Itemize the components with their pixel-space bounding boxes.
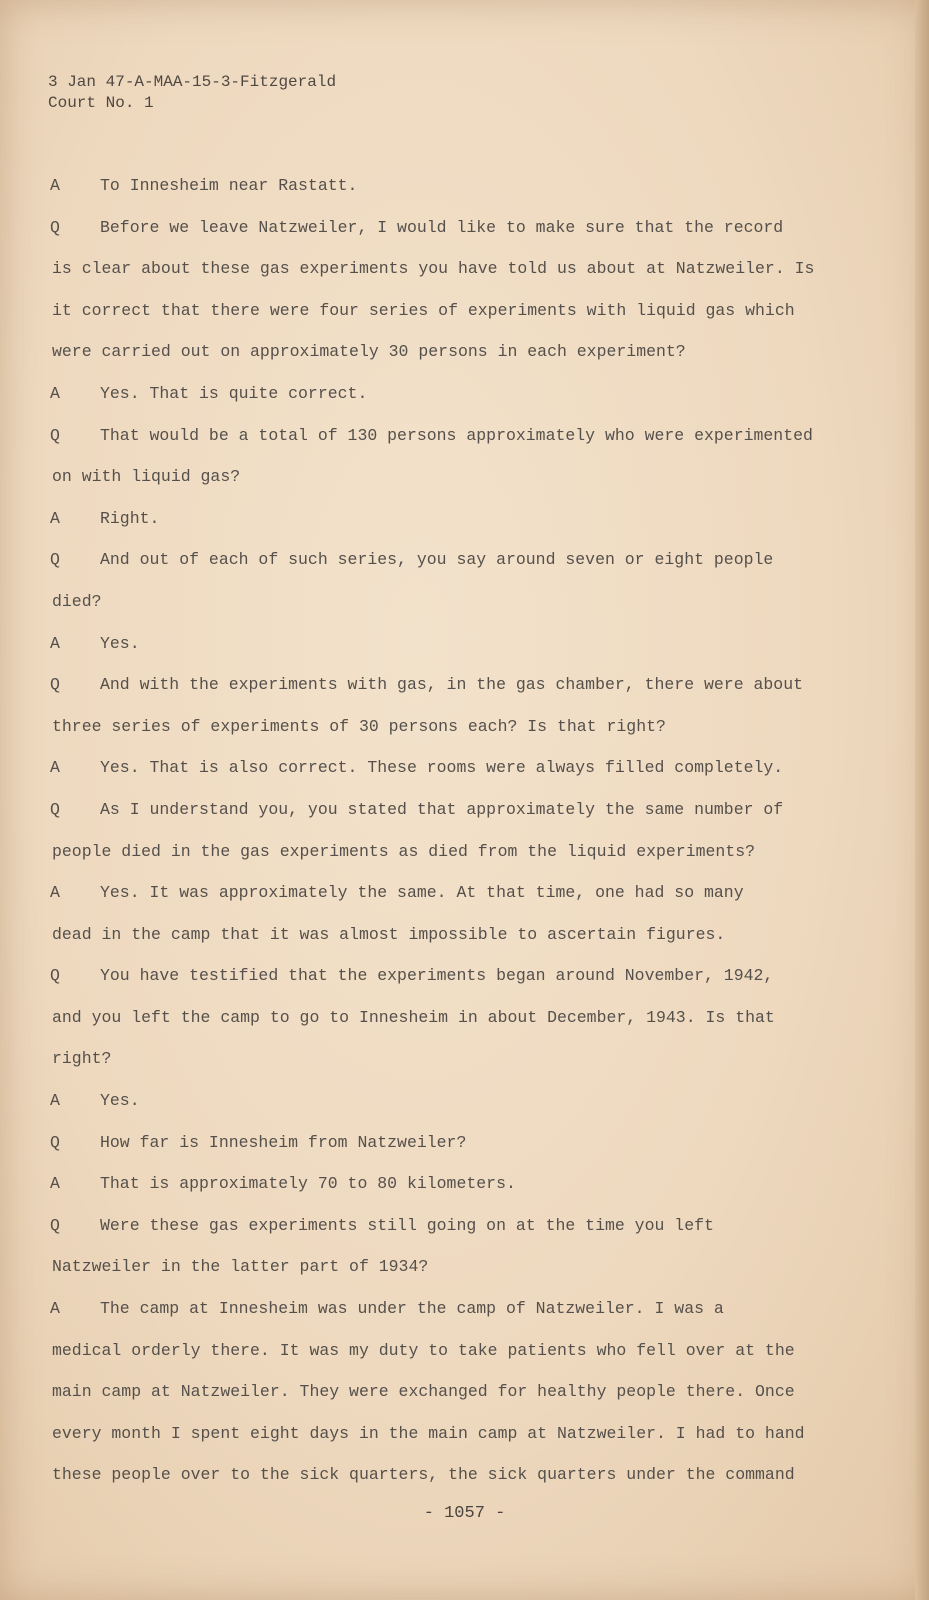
transcript-line-continued <box>50 1257 850 1299</box>
transcript-line-continued <box>50 1382 850 1424</box>
court-number: Court No. 1 <box>48 94 154 112</box>
transcript-line-continued <box>50 592 850 634</box>
transcript-text: Yes. That is quite correct. <box>100 383 368 403</box>
transcript-text: dead in the camp that it was almost impossible to ascertain figures. <box>52 924 726 944</box>
transcript-line-continued <box>50 1465 850 1507</box>
speaker-label: A <box>50 176 60 195</box>
transcript-line-question <box>50 966 850 1008</box>
speaker-label: A <box>50 383 60 403</box>
transcript-line-continued <box>50 1341 850 1383</box>
transcript-text: Were these gas experiments still going on at the time you left <box>100 1215 714 1235</box>
transcript-line-continued <box>50 925 850 967</box>
speaker-label: A <box>50 508 60 528</box>
transcript-line-continued <box>50 342 850 384</box>
transcript-line-answer <box>50 509 850 551</box>
transcript-line-answer <box>50 1091 850 1133</box>
transcript-line-continued <box>50 259 850 301</box>
transcript-text: Yes. It was approximately the same. At that time, one had so many <box>100 883 744 903</box>
transcript-text: Yes. <box>100 1091 140 1111</box>
transcript-line-continued <box>50 717 850 759</box>
transcript-line-question <box>50 1133 850 1175</box>
transcript-text: And with the experiments with gas, in the gas chamber, there were about <box>100 675 804 695</box>
transcript-text: medical orderly there. It was my duty to take patients who fell over at the <box>52 1340 795 1360</box>
transcript-line-answer <box>50 176 850 218</box>
transcript-line-answer <box>50 883 850 925</box>
document-header <box>48 72 336 114</box>
transcript-line-question <box>50 800 850 842</box>
transcript-text: To Innesheim near Rastatt. <box>100 176 358 195</box>
speaker-label: Q <box>50 1215 60 1235</box>
page-number: - 1057 - <box>423 1504 506 1523</box>
transcript-line-continued <box>50 1424 850 1466</box>
transcript-line-continued <box>50 842 850 884</box>
transcript-text: That is approximately 70 to 80 kilometers. <box>100 1174 516 1194</box>
page-edge <box>915 0 929 1600</box>
transcript-text: As I understand you, you stated that approximately the same number of <box>100 799 784 819</box>
transcript-text: Yes. <box>100 633 140 653</box>
transcript-text: The camp at Innesheim was under the camp of Natzweiler. I was a <box>100 1299 724 1319</box>
transcript-text: How far is Innesheim from Natzweiler? <box>100 1132 467 1152</box>
transcript-text: three series of experiments of 30 persons each? Is that right? <box>52 716 666 736</box>
transcript-line-continued <box>50 301 850 343</box>
speaker-label: A <box>50 633 60 653</box>
transcript-text: Natzweiler in the latter part of 1934? <box>52 1257 429 1277</box>
document-reference: 3 Jan 47-A-MAA-15-3-Fitzgerald <box>48 73 337 91</box>
transcript-text: on with liquid gas? <box>52 467 241 487</box>
transcript-text: Before we leave Natzweiler, I would like to make sure that the record <box>100 217 784 237</box>
speaker-label: Q <box>50 675 60 695</box>
transcript-text: it correct that there were four series of experiments with liquid gas which <box>52 300 795 320</box>
transcript-text: were carried out on approximately 30 persons in each experiment? <box>52 342 686 362</box>
transcript-line-answer <box>50 634 850 676</box>
transcript-line-continued <box>50 1049 850 1091</box>
transcript-text: these people over to the sick quarters, the sick quarters under the command <box>52 1465 795 1485</box>
transcript-text: every month I spent eight days in the main camp at Natzweiler. I had to hand <box>52 1423 805 1443</box>
transcript-line-answer <box>50 1299 850 1341</box>
transcript-text: and you left the camp to go to Innesheim in about December, 1943. Is that <box>52 1007 775 1027</box>
speaker-label: Q <box>50 966 60 986</box>
speaker-label: Q <box>50 550 60 570</box>
speaker-label: Q <box>50 217 60 237</box>
speaker-label: A <box>50 883 60 903</box>
transcript-text: Yes. That is also correct. These rooms were always filled completely. <box>100 758 784 778</box>
speaker-label: A <box>50 1091 60 1111</box>
transcript-line-answer <box>50 758 850 800</box>
transcript-body <box>50 176 850 1507</box>
speaker-label: A <box>50 1299 60 1319</box>
transcript-text: main camp at Natzweiler. They were exchanged for healthy people there. Once <box>52 1382 795 1402</box>
speaker-label: Q <box>50 1132 60 1152</box>
speaker-label: A <box>50 1174 60 1194</box>
speaker-label: A <box>50 758 60 778</box>
transcript-text: right? <box>52 1049 112 1069</box>
transcript-text: people died in the gas experiments as died from the liquid experiments? <box>52 841 756 861</box>
transcript-text: You have testified that the experiments began around November, 1942, <box>100 966 774 986</box>
transcript-text: is clear about these gas experiments you have told us about at Natzweiler. Is <box>52 259 815 279</box>
transcript-text: Right. <box>100 508 160 528</box>
transcript-line-question <box>50 675 850 717</box>
transcript-line-answer <box>50 384 850 426</box>
transcript-line-question <box>50 218 850 260</box>
transcript-line-question <box>50 550 850 592</box>
speaker-label: Q <box>50 799 60 819</box>
transcript-text: died? <box>52 591 102 611</box>
transcript-text: That would be a total of 130 persons approximately who were experimented <box>100 425 813 445</box>
transcript-line-answer <box>50 1174 850 1216</box>
transcript-text: And out of each of such series, you say around seven or eight people <box>100 550 774 570</box>
transcript-line-question <box>50 1216 850 1258</box>
transcript-line-continued <box>50 467 850 509</box>
speaker-label: Q <box>50 425 60 445</box>
transcript-line-question <box>50 426 850 468</box>
transcript-line-continued <box>50 1008 850 1050</box>
